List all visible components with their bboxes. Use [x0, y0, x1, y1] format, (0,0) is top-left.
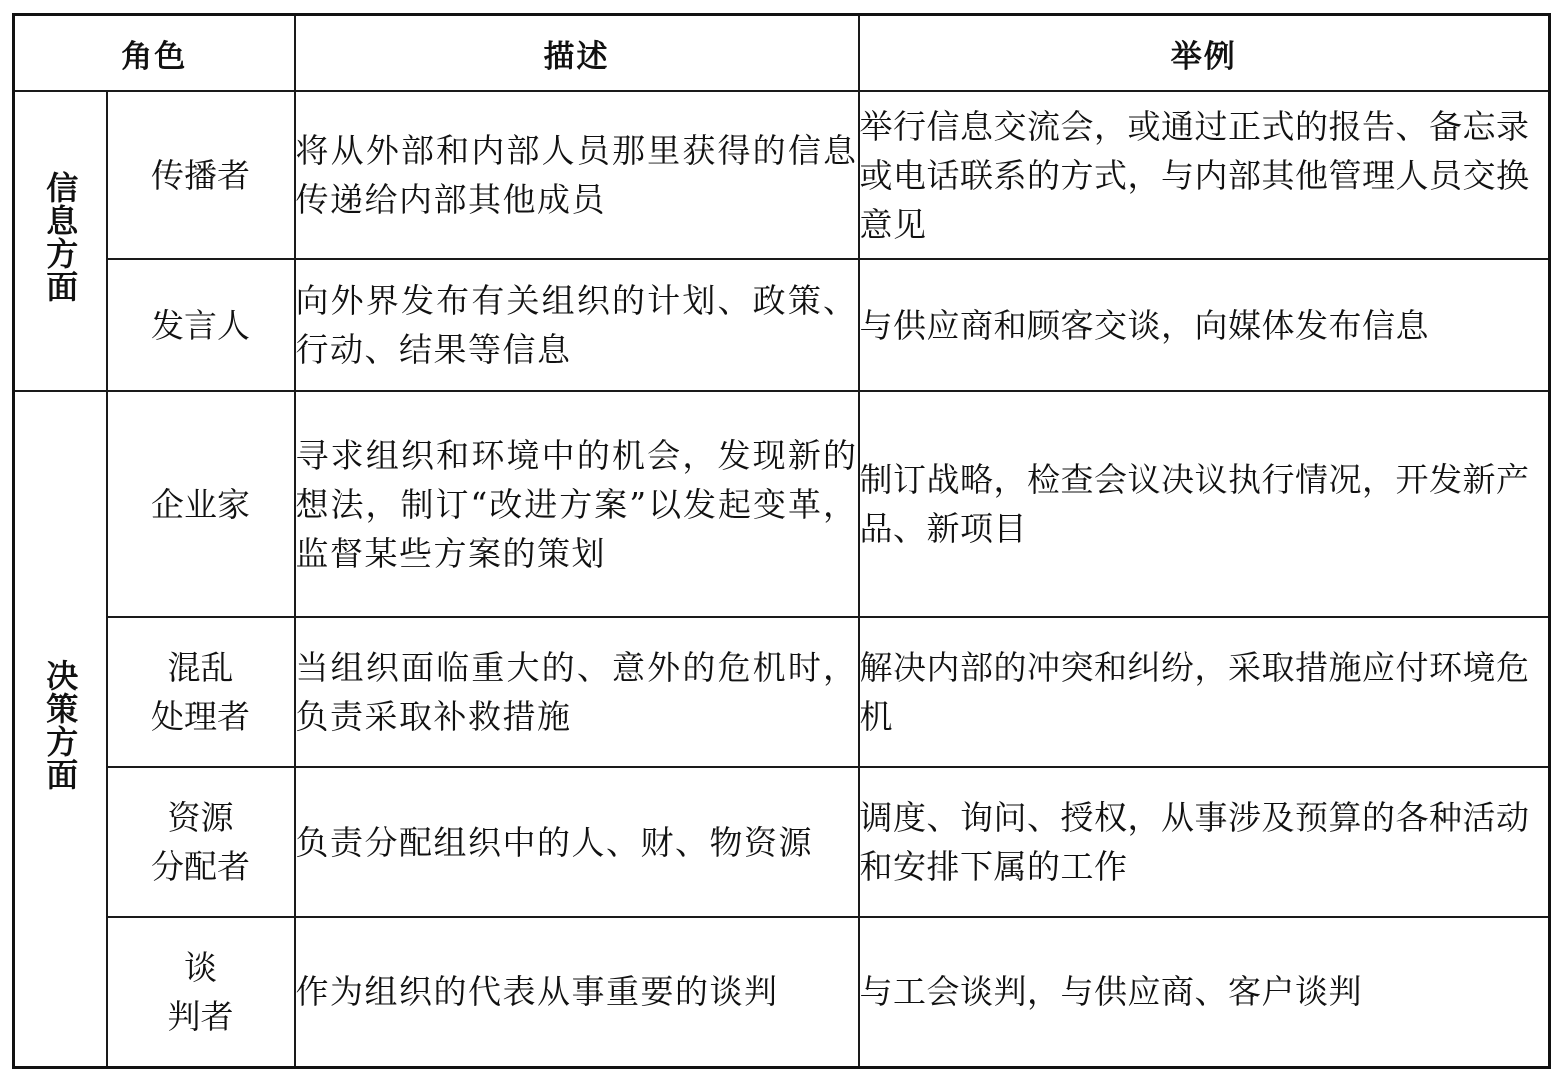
example-cell: 举行信息交流会，或通过正式的报告、备忘录或电话联系的方式，与内部其他管理人员交换意见 — [859, 91, 1550, 259]
header-description: 描述 — [295, 15, 859, 92]
description-cell: 寻求组织和环境中的机会，发现新的想法，制订“改进方案”以发起变革，监督某些方案的策划 — [295, 391, 859, 617]
table-row — [14, 91, 1550, 259]
table-row — [14, 767, 1550, 917]
example-cell: 制订战略，检查会议决议执行情况，开发新产品、新项目 — [859, 391, 1550, 617]
role-line: 混乱 — [167, 648, 234, 687]
role-cell: 发言人 — [107, 259, 295, 391]
table-row — [14, 259, 1550, 391]
table-row — [14, 917, 1550, 1067]
example-cell: 与工会谈判，与供应商、客户谈判 — [859, 917, 1550, 1067]
example-cell: 调度、询问、授权，从事涉及预算的各种活动和安排下属的工作 — [859, 767, 1550, 917]
table-row — [14, 617, 1550, 767]
example-cell: 与供应商和顾客交谈，向媒体发布信息 — [859, 259, 1550, 391]
description-cell: 将从外部和内部人员那里获得的信息传递给内部其他成员 — [295, 91, 859, 259]
manager-roles-table — [12, 13, 1551, 1069]
header-role: 角色 — [14, 15, 295, 92]
role-cell — [107, 617, 295, 767]
group-label: 信息方面 — [41, 171, 80, 303]
group-cell — [14, 391, 107, 1067]
header-row — [14, 15, 1550, 92]
description-cell: 作为组织的代表从事重要的谈判 — [295, 917, 859, 1067]
role-line: 谈 — [184, 947, 217, 987]
group-cell — [14, 91, 107, 391]
description-cell: 向外界发布有关组织的计划、政策、行动、结果等信息 — [295, 259, 859, 391]
role-line: 判者 — [167, 996, 234, 1036]
group-label: 决策方面 — [41, 658, 80, 791]
role-line: 资源 — [167, 798, 234, 837]
role-line: 分配者 — [151, 847, 250, 886]
role-line: 处理者 — [151, 697, 250, 736]
description-cell: 当组织面临重大的、意外的危机时，负责采取补救措施 — [295, 617, 859, 767]
role-cell — [107, 917, 295, 1067]
header-example: 举例 — [859, 15, 1550, 92]
description-cell: 负责分配组织中的人、财、物资源 — [295, 767, 859, 917]
role-cell: 企业家 — [107, 391, 295, 617]
role-cell — [107, 767, 295, 917]
role-cell: 传播者 — [107, 91, 295, 259]
table-row — [14, 391, 1550, 617]
example-cell: 解决内部的冲突和纠纷，采取措施应付环境危机 — [859, 617, 1550, 767]
